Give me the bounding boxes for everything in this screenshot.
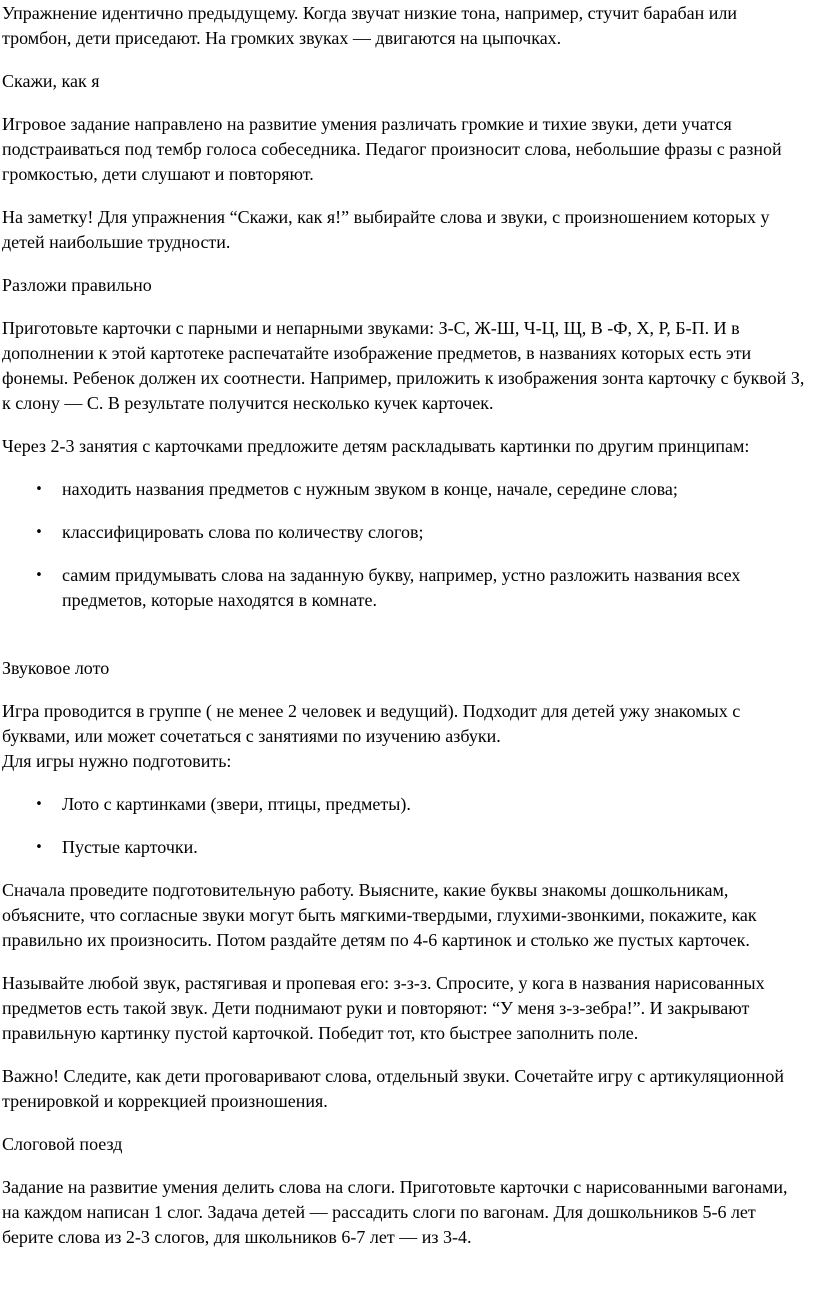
list-item-text: Пустые карточки.: [62, 837, 198, 857]
paragraph-important: Важно! Следите, как дети проговаривают слова, отдельный звуки. Сочетайте игру с артикуляционной тренировкой и коррекцией произношения.: [2, 1066, 785, 1111]
list-item: [2, 792, 808, 817]
paragraph-loud-quiet: Игровое задание направлено на развитие умения различать громкие и тихие звуки, дети учатся подстраиваться под тембр голоса собеседника. Педагог произносит слова, небольшие фразы с разной громкостью, дети слушают и повторяют.: [2, 114, 782, 184]
paragraph-call-sound: Называйте любой звук, растягивая и пропевая его: з-з-з. Спросите, у кога в названия нарисованных предметов есть такой звук. Дети поднимают руки и повторяют: “У меня з-з-зебра!”. И закрывают правильную картинку пустой карточкой. Победит тот, кто быстрее заполнить поле.: [2, 973, 765, 1043]
paragraph-lotto-group: Игра проводится в группе ( не менее 2 человек и ведущий). Подходит для детей ужу знакомых с буквами, или может сочетаться с занятиями по изучению азбуки.: [2, 701, 741, 746]
list-principles: [2, 477, 808, 613]
paragraph-after-lessons: Через 2-3 занятия с карточками предложите детям раскладывать картинки по другим принципам:: [2, 436, 750, 456]
list-item: [2, 477, 808, 502]
list-item-text: классифицировать слова по количеству слогов;: [62, 522, 424, 542]
bullet-icon: •: [35, 525, 43, 540]
list-item: [2, 835, 808, 860]
heading-arrange-correctly: Разложи правильно: [2, 275, 152, 295]
bullet-icon: •: [35, 568, 43, 583]
list-item-text: самим придумывать слова на заданную букву, например, устно разложить названия всех предметов, которые находятся в комнате.: [62, 565, 741, 610]
list-item: [2, 563, 808, 613]
paragraph-cards: Приготовьте карточки с парными и непарными звуками: З-С, Ж-Ш, Ч-Ц, Щ, В -Ф, Х, Р, Б-П. И в дополнении к этой картотеке распечатайте изображение предметов, в названиях которых есть эти фонемы. Ребенок должен их соотнести. Например, приложить к изображения зонта карточку с буквой З, к слону — С. В результате получится несколько кучек карточек.: [2, 318, 805, 413]
list-item-text: находить названия предметов с нужным звуком в конце, начале, середине слова;: [62, 479, 678, 499]
list-prepare: [2, 792, 808, 860]
paragraph-lotto-prepare: Для игры нужно подготовить:: [2, 751, 232, 771]
bullet-icon: •: [35, 840, 43, 855]
heading-say-like-me: Скажи, как я: [2, 71, 100, 91]
heading-sound-lotto: Звуковое лото: [2, 658, 110, 678]
paragraph-note: На заметку! Для упражнения “Скажи, как я!” выбирайте слова и звуки, с произношением которых у детей наибольшие трудности.: [2, 207, 770, 252]
bullet-icon: •: [35, 797, 43, 812]
bullet-icon: •: [35, 482, 43, 497]
list-item: [2, 520, 808, 545]
paragraph-preparation: Сначала проведите подготовительную работу. Выясните, какие буквы знакомы дошкольникам, объясните, что согласные звуки могут быть мягкими-твердыми, глухими-звонкими, покажите, как правильно их произносить. Потом раздайте детям по 4-6 картинок и столько же пустых карточек.: [2, 880, 757, 950]
paragraph-low-tones: Упражнение идентично предыдущему. Когда звучат низкие тона, например, стучит барабан или тромбон, дети приседают. На громких звуках — двигаются на цыпочках.: [2, 3, 737, 48]
paragraph-syllables: Задание на развитие умения делить слова на слоги. Приготовьте карточки с нарисованными вагонами, на каждом написан 1 слог. Задача детей — рассадить слоги по вагонам. Для дошкольников 5-6 лет берите слова из 2-3 слогов, для школьников 6-7 лет — из 3-4.: [2, 1177, 788, 1247]
heading-syllable-train: Слоговой поезд: [2, 1134, 123, 1154]
list-item-text: Лото с картинками (звери, птицы, предметы).: [62, 794, 411, 814]
